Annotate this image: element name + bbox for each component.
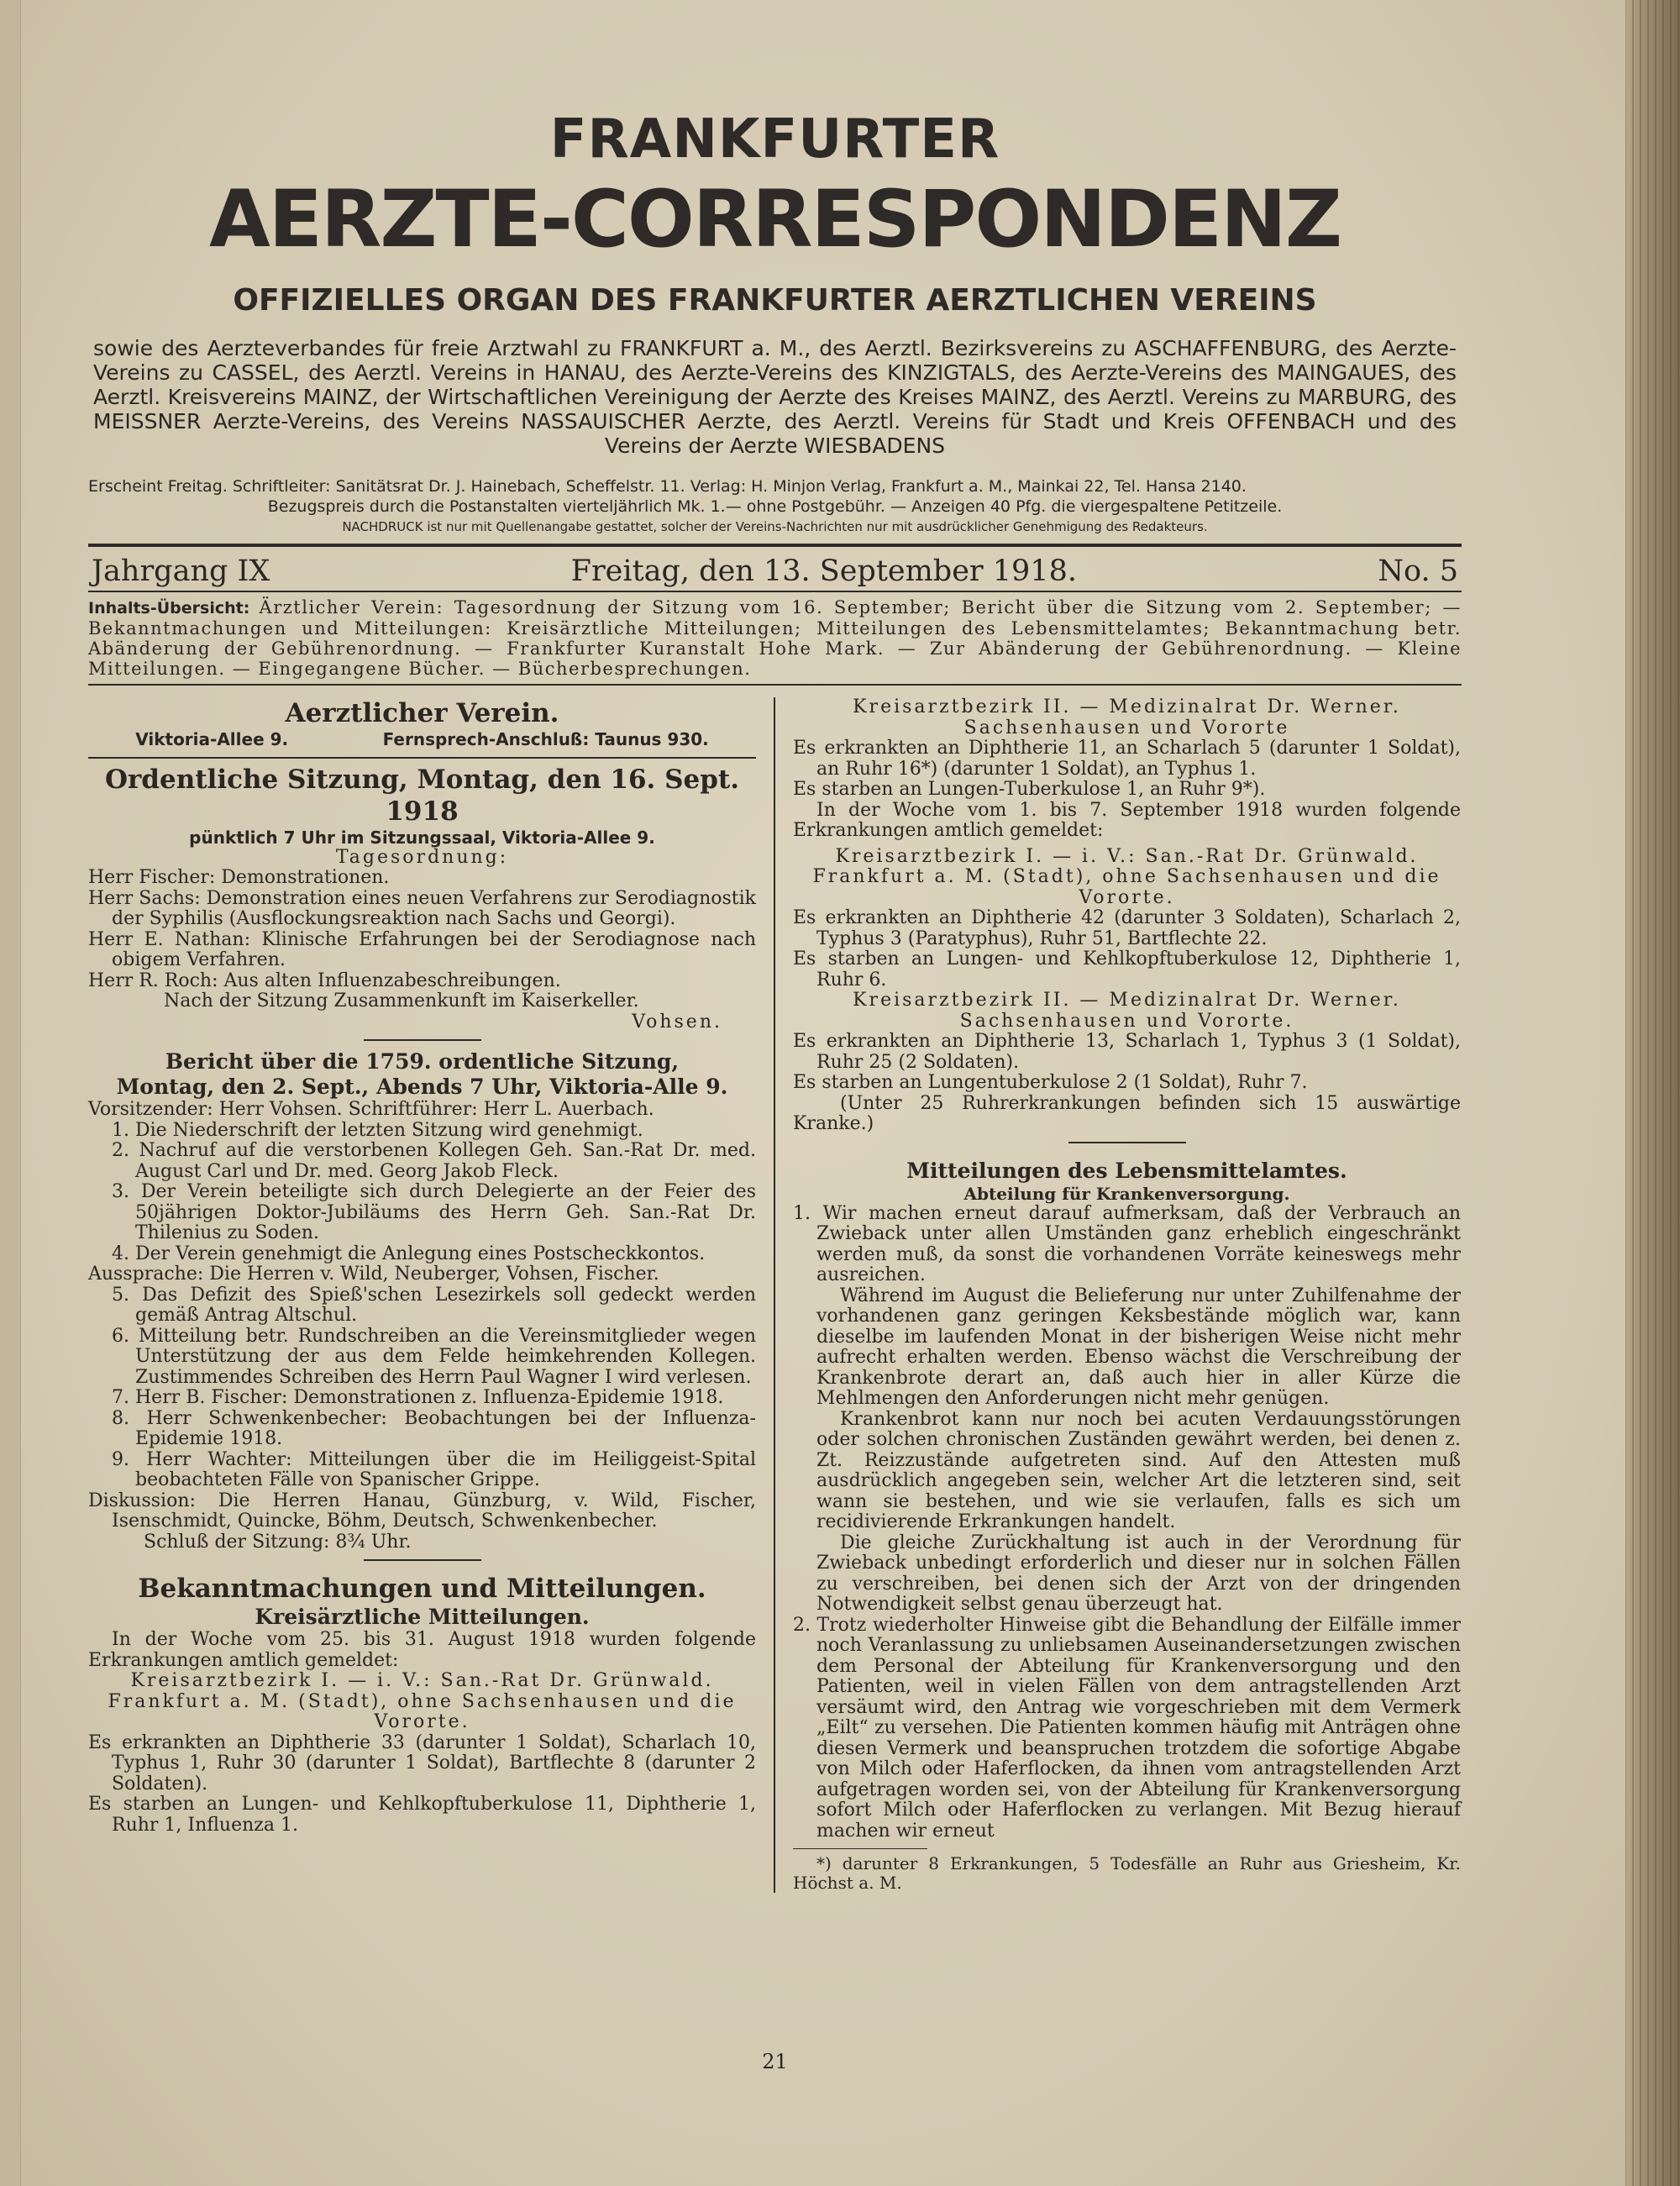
bericht-item: 2. Nachruf auf die verstorbenen Kollegen Geh. San.-Rat Dr. med. August Carl und Dr. med. Georg Jakob Fleck.	[112, 1140, 756, 1182]
contents-rule	[88, 684, 1462, 686]
w2k1-head: Kreisarztbezirk I. — i. V.: San.-Rat Dr. Grünwald.	[835, 845, 1419, 867]
kreis1-erkrankten: Es erkrankten an Diphtherie 33 (darunter 1 Soldat), Scharlach 10, Typhus 1, Ruhr 30 (darunter 1 Soldat), Bartflechte 8 (darunter 2 Soldaten).	[88, 1731, 756, 1795]
agenda-after: Nach der Sitzung Zusammenkunft im Kaiserkeller.	[164, 991, 639, 1012]
kreis-heading: Kreisärztliche Mitteilungen.	[255, 1605, 590, 1629]
k2-head: Kreisarztbezirk II. — Medizinalrat Dr. Werner.	[853, 696, 1401, 717]
footnote: *) darunter 8 Erkrankungen, 5 Todesfälle an Ruhr aus Griesheim, Kr. Höchst a. M.	[793, 1853, 1461, 1893]
signature: Vohsen.	[632, 1011, 722, 1033]
publishing-line1: Erscheint Freitag. Schriftleiter: Sanitätsrat Dr. J. Hainebach, Scheffelstr. 11. Verlag: H. Minjon Verlag, Frankfurt a. M., Mainkai 22, Tel. Hansa 2140.	[88, 477, 1247, 496]
facing-page-edge	[0, 0, 21, 2186]
publishing-line2: Bezugspreis durch die Postanstalten vierteljährlich Mk. 1.— ohne Postgebühr. — Anzeigen 40 Pfg. die viergespaltene Petitzeile.	[267, 497, 1283, 516]
agenda-item: Herr Fischer: Demonstrationen.	[88, 867, 390, 888]
right-column	[774, 697, 1461, 1893]
publishing-info	[88, 476, 1462, 537]
verein-address-phone: Fernsprech-Anschluß: Taunus 930.	[382, 729, 709, 749]
publishing-line3: NACHDRUCK ist nur mit Quellenangabe gestattet, solcher der Vereins-Nachrichten nur mit ausdrücklicher Genehmigung des Redakteurs.	[342, 519, 1208, 534]
lm-paragraph: Krankenbrot kann nur noch bei acuten Verdauungsstörungen oder solchen chronischen Zuständen gewährt werden, bei denen z. Zt. Reizzustände aufgetreten sind. Auf den Attesten muß ausdrücklich angegeben sein, welcher Art die letzteren sind, seit wann sie bestehen, und wie sie verlaufen, falls es sich um recidivierende Erkrankungen handelt.	[816, 1408, 1461, 1532]
masthead-affiliations: sowie des Aerzteverbandes für freie Arztwahl zu FRANKFURT a. M., des Aerztl. Bezirksvereins zu ASCHAFFENBURG, des Aerzte-Vereins zu CASSEL, des Aerztl. Vereins in HANAU, des Aerzte-Vereins des KINZIGTALS, des Aerzte-Vereins des MAINGAUES, des Aerztl. Kreisvereins MAINZ, der Wirtschaftlichen Vereinigung der Aerzte des Kreises MAINZ, des Aerztl. Vereins zu MARBURG, des MEISSNER Aerzte-Vereins, des Vereins NASSAUISCHER Aerzte, des Aerztl. Vereins für Stadt und Kreis OFFENBACH und des Vereins der Aerzte WIESBADENS	[93, 336, 1457, 458]
column-divider	[774, 697, 775, 1893]
aussprache: Aussprache: Die Herren v. Wild, Neuberger, Vohsen, Fischer.	[88, 1264, 659, 1285]
verein-address	[88, 729, 756, 750]
issue-rule	[88, 591, 1462, 592]
schluss: Schluß der Sitzung: 8¾ Uhr.	[144, 1531, 412, 1553]
masthead-title: AERZTE-CORRESPONDENZ	[209, 174, 1341, 265]
short-rule	[364, 1039, 481, 1041]
lm-heading: Mitteilungen des Lebensmittelamtes.	[906, 1158, 1347, 1183]
lm-paragraph: Während im August die Belieferung nur unter Zuhilfenahme der vorhandenen ganz geringen Keksbestände möglich war, kann dieselbe im laufenden Monat in der bisherigen Weise nicht mehr aufrecht erhalten werden. Ebenso wächst die Verschreibung der Krankenbrote derart an, daß auch hier in aller Kürze die Mehlmengen den Anforderungen nicht mehr genügen.	[816, 1285, 1461, 1409]
article-columns	[88, 697, 1462, 1893]
w2k2-erkrankten: Es erkrankten an Diphtherie 13, Scharlach 1, Typhus 3 (1 Soldat), Ruhr 25 (2 Soldaten).	[793, 1031, 1461, 1073]
lm-paragraph: Die gleiche Zurückhaltung ist auch in der Verordnung für Zwieback unbedingt erforderlich und dieser nur in solchen Fällen zu verschreiben, bei denen sich der Arzt von der dringenden Notwendigkeit selbst genau überzeugt hat.	[816, 1532, 1461, 1615]
kreis1-sub: Frankfurt a. M. (Stadt), ohne Sachsenhausen und die Vororte.	[108, 1690, 737, 1732]
week2-intro: In der Woche vom 1. bis 7. September 1918 wurden folgende Erkrankungen amtlich gemeldet:	[793, 799, 1461, 841]
bericht-heading-2: Montag, den 2. Sept., Abends 7 Uhr, Viktoria-Alle 9.	[116, 1075, 728, 1099]
bericht-item: 9. Herr Wachter: Mitteilungen über die im Heiliggeist-Spital beobachteten Fälle von Spanischer Grippe.	[112, 1448, 756, 1490]
issue-date: Freitag, den 13. September 1918.	[570, 554, 1077, 588]
lm-subheading: Abteilung für Krankenversorgung.	[963, 1183, 1290, 1204]
footnote-rule	[793, 1848, 927, 1849]
bericht-item: 5. Das Defizit des Spieß'schen Lesezirkels soll gedeckt werden gemäß Antrag Altschul.	[112, 1284, 756, 1326]
page-content	[88, 108, 1462, 2073]
k2-starben: Es starben an Lungen-Tuberkulose 1, an Ruhr 9*).	[793, 779, 1266, 800]
sitzung-subheading: pünktlich 7 Uhr im Sitzungssaal, Viktoria-Allee 9.	[189, 827, 655, 848]
agenda-item: Herr E. Nathan: Klinische Erfahrungen bei der Serodiagnose nach obigem Verfahren.	[88, 928, 756, 970]
verein-rule	[88, 757, 756, 759]
kreis-intro: In der Woche vom 25. bis 31. August 1918 wurden folgende Erkrankungen amtlich gemeldet:	[88, 1629, 756, 1671]
short-rule	[1068, 1142, 1186, 1143]
bericht-item: 6. Mitteilung betr. Rundschreiben an die Vereinsmitglieder wegen Unterstützung der aus dem Felde heimkehrenden Kollegen. Zustimmendes Schreiben des Herrn Paul Wagner I wird verlesen.	[112, 1325, 756, 1388]
volume: Jahrgang IX	[92, 554, 270, 588]
vorsitz: Vorsitzender: Herr Vohsen. Schriftführer: Herr L. Auerbach.	[88, 1099, 654, 1120]
bericht-item: 7. Herr B. Fischer: Demonstrationen z. Influenza-Epidemie 1918.	[112, 1387, 724, 1408]
tagesordnung-label: Tagesordnung:	[335, 846, 509, 868]
issue-line	[88, 547, 1462, 591]
w2k2-starben: Es starben an Lungentuberkulose 2 (1 Soldat), Ruhr 7.	[793, 1072, 1308, 1093]
w2k1-sub: Frankfurt a. M. (Stadt), ohne Sachsenhausen und die Vororte.	[812, 866, 1441, 908]
kreis1-head: Kreisarztbezirk I. — i. V.: San.-Rat Dr. Grünwald.	[130, 1670, 714, 1691]
k2-sub: Sachsenhausen und Vororte	[963, 717, 1290, 738]
w2k1-erkrankten: Es erkrankten an Diphtherie 42 (darunter 3 Soldaten), Scharlach 2, Typhus 3 (Paratyphus), Ruhr 51, Bartflechte 22.	[793, 907, 1461, 949]
masthead-subtitle: OFFIZIELLES ORGAN DES FRANKFURTER AERZTLICHEN VEREINS	[233, 283, 1317, 318]
verein-address-street: Viktoria-Allee 9.	[135, 729, 289, 749]
sitzung-heading: Ordentliche Sitzung, Montag, den 16. Sept. 1918	[104, 764, 740, 827]
w2k1-starben: Es starben an Lungen- und Kehlkopftuberkulose 12, Diphtherie 1, Ruhr 6.	[793, 948, 1461, 991]
issue-number: No. 5	[1378, 554, 1458, 588]
bericht-item: 4. Der Verein genehmigt die Anlegung eines Postscheckkontos.	[112, 1243, 706, 1264]
table-of-contents	[88, 597, 1462, 679]
bericht-item: 3. Der Verein beteiligte sich durch Delegierte an der Feier des 50jährigen Doktor-Jubiläums des Herrn Geh. San.-Rat Dr. Thilenius zu Soden.	[112, 1181, 756, 1243]
agenda-item: Herr R. Roch: Aus alten Influenzabeschreibungen.	[88, 970, 561, 991]
diskussion: Diskussion: Die Herren Hanau, Günzburg, v. Wild, Fischer, Isenschmidt, Quincke, Böhm, Deutsch, Schwenkenbecher.	[88, 1490, 756, 1532]
w2k2-sub: Sachsenhausen und Vororte.	[959, 1010, 1294, 1032]
contents-text: Ärztlicher Verein: Tagesordnung der Sitzung vom 16. September; Bericht über die Sitzung vom 2. September; — Bekanntmachungen und Mitteilungen: Kreisärztliche Mitteilungen; Mitteilungen des Lebensmittelamtes; Bekanntmachung betr. Abänderung der Gebührenordnung. — Frankfurter Kuranstalt Hohe Mark. — Zur Abänderung der Gebührenordnung. — Kleine Mitteilungen. — Eingegangene Bücher. — Bücherbesprechungen.	[88, 597, 1462, 679]
short-rule	[364, 1559, 481, 1561]
k2-erkrankten: Es erkrankten an Diphtherie 11, an Scharlach 5 (darunter 1 Soldat), an Ruhr 16*) (darunter 1 Soldat), an Typhus 1.	[793, 738, 1461, 780]
left-column	[88, 697, 774, 1893]
masthead-line1: FRANKFURTER	[549, 108, 1000, 171]
w2k2-note: (Unter 25 Ruhrerkrankungen befinden sich 15 auswärtige Kranke.)	[793, 1092, 1461, 1134]
lm-paragraph: 2. Trotz wiederholter Hinweise gibt die Behandlung der Eilfälle immer noch Veranlassung zu unliebsamen Auseinandersetzungen zwischen dem Personal der Abteilung für Krankenversorgung und den Patienten, weil in vielen Fällen von dem antragstellenden Arzt versäumt wird, den Antrag wie vorgeschrieben mit dem Vermerk „Eilt“ zu versehen. Die Patienten kommen häufig mit Anträgen ohne diesen Vermerk und beanspruchen trotzdem die sofortige Abgabe von Milch oder Haferflocken, da ihnen vom antragstellenden Arzt aufgetragen worden sei, von der Abteilung für Krankenversorgung sofort Milch oder Haferflocken zu verlangen. Mit Bezug hierauf machen wir erneut	[793, 1614, 1461, 1842]
lm-paragraph: 1. Wir machen erneut darauf aufmerksam, daß der Verbrauch an Zwieback unter allen Umständen ganz erheblich eingeschränkt werden muß, da sonst die vorhandenen Vorräte keineswegs mehr ausreichen.	[793, 1202, 1461, 1285]
agenda-item: Herr Sachs: Demonstration eines neuen Verfahrens zur Serodiagnostik der Syphilis (Ausflockungsreaktion nach Sachs und Georgi).	[88, 887, 756, 929]
contents-label: Inhalts-Übersicht:	[88, 599, 250, 617]
page-number: 21	[762, 2050, 788, 2073]
verein-heading: Aerztlicher Verein.	[285, 698, 559, 728]
bericht-item: 8. Herr Schwenkenbecher: Beobachtungen bei der Influenza-Epidemie 1918.	[112, 1407, 756, 1449]
bekannt-heading: Bekanntmachungen und Mitteilungen.	[138, 1574, 706, 1604]
bericht-item: 1. Die Niederschrift der letzten Sitzung wird genehmigt.	[112, 1119, 643, 1141]
kreis1-starben: Es starben an Lungen- und Kehlkopftuberkulose 11, Diphtherie 1, Ruhr 1, Influenza 1.	[88, 1794, 756, 1836]
bericht-heading-1: Bericht über die 1759. ordentliche Sitzung,	[165, 1049, 680, 1074]
w2k2-head: Kreisarztbezirk II. — Medizinalrat Dr. Werner.	[853, 990, 1401, 1011]
